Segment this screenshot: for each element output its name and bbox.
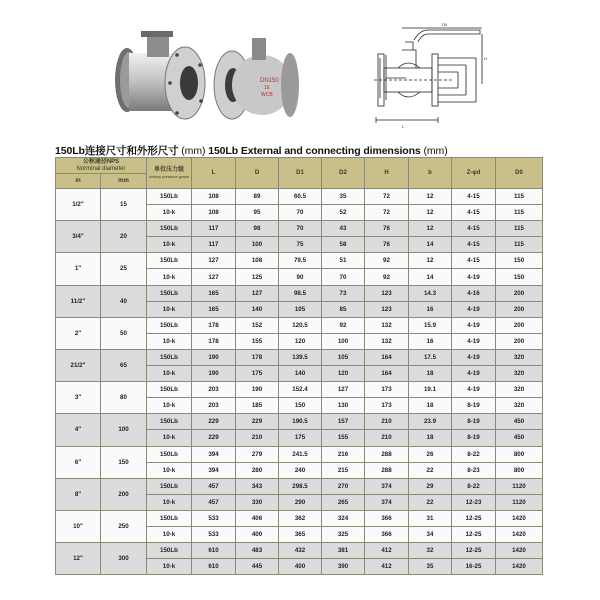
cell-l: 229 bbox=[192, 430, 236, 446]
col-header-L: L bbox=[192, 158, 236, 189]
cell-size-mm: 150 bbox=[101, 446, 147, 478]
cell-d: 108 bbox=[236, 253, 279, 269]
cell-grade: 150Lb bbox=[147, 478, 192, 494]
cell-b: 35 bbox=[409, 559, 452, 575]
cell-b: 12 bbox=[409, 253, 452, 269]
cell-d0: 115 bbox=[496, 237, 543, 253]
cell-z: 8-19 bbox=[452, 414, 496, 430]
cell-d1: 400 bbox=[279, 559, 322, 575]
cell-b: 19.1 bbox=[409, 382, 452, 398]
cell-size-in: 2" bbox=[56, 317, 101, 349]
cell-b: 12 bbox=[409, 189, 452, 205]
cell-d2: 58 bbox=[322, 237, 365, 253]
cell-d: 95 bbox=[236, 205, 279, 221]
cell-d1: 365 bbox=[279, 526, 322, 542]
cell-d2: 324 bbox=[322, 510, 365, 526]
cell-d1: 79.5 bbox=[279, 253, 322, 269]
title-unit: (mm) bbox=[181, 145, 206, 157]
cell-l: 178 bbox=[192, 333, 236, 349]
cell-h: 374 bbox=[365, 494, 409, 510]
cell-size-in: 1" bbox=[56, 253, 101, 285]
cell-size-in: 3" bbox=[56, 382, 101, 414]
product-images bbox=[0, 0, 600, 145]
cell-grade: 150Lb bbox=[147, 253, 192, 269]
cell-z: 4-15 bbox=[452, 237, 496, 253]
cell-d2: 325 bbox=[322, 526, 365, 542]
cell-d0: 320 bbox=[496, 398, 543, 414]
table-row bbox=[56, 253, 543, 269]
cell-d0: 320 bbox=[496, 349, 543, 365]
cell-d2: 51 bbox=[322, 253, 365, 269]
cell-z: 4-19 bbox=[452, 382, 496, 398]
cell-d0: 200 bbox=[496, 285, 543, 301]
cell-h: 132 bbox=[365, 333, 409, 349]
cell-h: 288 bbox=[365, 446, 409, 462]
cell-size-mm: 20 bbox=[101, 221, 147, 253]
cell-z: 12-25 bbox=[452, 510, 496, 526]
cell-d0: 1120 bbox=[496, 494, 543, 510]
cell-d1: 120.5 bbox=[279, 317, 322, 333]
cell-h: 123 bbox=[365, 301, 409, 317]
cell-size-in: 3/4" bbox=[56, 221, 101, 253]
cell-d1: 432 bbox=[279, 543, 322, 559]
cell-d1: 175 bbox=[279, 430, 322, 446]
table-row bbox=[56, 382, 543, 398]
cell-l: 610 bbox=[192, 559, 236, 575]
cell-d1: 190.5 bbox=[279, 414, 322, 430]
cell-d1: 362 bbox=[279, 510, 322, 526]
cell-d2: 270 bbox=[322, 478, 365, 494]
table-row bbox=[56, 478, 543, 494]
cell-d0: 320 bbox=[496, 382, 543, 398]
cell-b: 16 bbox=[409, 301, 452, 317]
cell-size-in: 1/2" bbox=[56, 189, 101, 221]
cell-h: 374 bbox=[365, 478, 409, 494]
cell-d2: 105 bbox=[322, 349, 365, 365]
cell-h: 76 bbox=[365, 221, 409, 237]
cell-d1: 105 bbox=[279, 301, 322, 317]
cell-h: 164 bbox=[365, 349, 409, 365]
cell-d: 185 bbox=[236, 398, 279, 414]
table-row bbox=[56, 349, 543, 365]
cell-grade: 150Lb bbox=[147, 317, 192, 333]
cell-d: 483 bbox=[236, 543, 279, 559]
cell-d: 127 bbox=[236, 285, 279, 301]
ball-valve-photo-middle bbox=[212, 30, 302, 125]
cell-d1: 70 bbox=[279, 221, 322, 237]
cell-d2: 157 bbox=[322, 414, 365, 430]
valve-technical-drawing bbox=[372, 20, 512, 140]
cell-d: 100 bbox=[236, 237, 279, 253]
nominal-diameter-header: 公称通径NPS Norminal diameter bbox=[56, 158, 147, 174]
cell-size-mm: 25 bbox=[101, 253, 147, 285]
cell-l: 190 bbox=[192, 366, 236, 382]
cell-b: 12 bbox=[409, 205, 452, 221]
cell-h: 366 bbox=[365, 510, 409, 526]
cell-grade: 10-k bbox=[147, 237, 192, 253]
cell-d1: 60.5 bbox=[279, 189, 322, 205]
cell-grade: 10-k bbox=[147, 462, 192, 478]
table-row bbox=[56, 189, 543, 205]
cell-size-mm: 40 bbox=[101, 285, 147, 317]
cell-d: 125 bbox=[236, 269, 279, 285]
cell-h: 210 bbox=[365, 414, 409, 430]
cell-d0: 200 bbox=[496, 301, 543, 317]
cell-d2: 120 bbox=[322, 366, 365, 382]
title-english: 150Lb External and connecting dimensions bbox=[208, 145, 421, 157]
cell-d: 406 bbox=[236, 510, 279, 526]
cell-size-mm: 250 bbox=[101, 510, 147, 542]
cell-z: 8-23 bbox=[452, 462, 496, 478]
cell-d0: 450 bbox=[496, 414, 543, 430]
cell-l: 117 bbox=[192, 237, 236, 253]
cell-h: 72 bbox=[365, 189, 409, 205]
cell-size-mm: 15 bbox=[101, 189, 147, 221]
cell-h: 72 bbox=[365, 205, 409, 221]
cell-d: 445 bbox=[236, 559, 279, 575]
cell-d0: 200 bbox=[496, 333, 543, 349]
cell-z: 4-15 bbox=[452, 205, 496, 221]
table-body bbox=[56, 189, 543, 575]
cell-size-in: 4" bbox=[56, 414, 101, 446]
cell-b: 16 bbox=[409, 333, 452, 349]
cell-d0: 115 bbox=[496, 189, 543, 205]
cell-l: 127 bbox=[192, 253, 236, 269]
cell-z: 12-25 bbox=[452, 526, 496, 542]
cell-d1: 152.4 bbox=[279, 382, 322, 398]
cell-z: 4-15 bbox=[452, 221, 496, 237]
cell-b: 12 bbox=[409, 221, 452, 237]
cell-grade: 150Lb bbox=[147, 543, 192, 559]
cell-d2: 381 bbox=[322, 543, 365, 559]
cell-l: 457 bbox=[192, 478, 236, 494]
cell-z: 4-19 bbox=[452, 333, 496, 349]
cell-h: 164 bbox=[365, 366, 409, 382]
cell-d0: 115 bbox=[496, 205, 543, 221]
cell-grade: 150Lb bbox=[147, 349, 192, 365]
cell-h: 412 bbox=[365, 543, 409, 559]
cell-l: 203 bbox=[192, 382, 236, 398]
col-header-D1: D1 bbox=[279, 158, 322, 189]
cell-d1: 75 bbox=[279, 237, 322, 253]
cell-size-in: 6" bbox=[56, 446, 101, 478]
cell-d: 330 bbox=[236, 494, 279, 510]
cell-grade: 10-k bbox=[147, 366, 192, 382]
page-title bbox=[55, 143, 448, 158]
cell-d: 155 bbox=[236, 333, 279, 349]
dimensions-table bbox=[55, 157, 543, 575]
cell-size-mm: 300 bbox=[101, 543, 147, 575]
cell-h: 210 bbox=[365, 430, 409, 446]
cell-b: 17.5 bbox=[409, 349, 452, 365]
cell-z: 12-23 bbox=[452, 494, 496, 510]
table-row bbox=[56, 414, 543, 430]
cell-size-mm: 100 bbox=[101, 414, 147, 446]
cell-grade: 150Lb bbox=[147, 510, 192, 526]
table-row bbox=[56, 221, 543, 237]
cell-b: 34 bbox=[409, 526, 452, 542]
cell-l: 108 bbox=[192, 205, 236, 221]
table-row bbox=[56, 510, 543, 526]
cell-d0: 1420 bbox=[496, 510, 543, 526]
title-en-unit: (mm) bbox=[423, 145, 448, 157]
cell-z: 12-25 bbox=[452, 543, 496, 559]
cell-d0: 150 bbox=[496, 253, 543, 269]
table-row bbox=[56, 446, 543, 462]
cell-d1: 120 bbox=[279, 333, 322, 349]
cell-h: 132 bbox=[365, 317, 409, 333]
cell-d2: 390 bbox=[322, 559, 365, 575]
cell-d2: 216 bbox=[322, 446, 365, 462]
cell-grade: 150Lb bbox=[147, 189, 192, 205]
cell-d0: 800 bbox=[496, 446, 543, 462]
cell-size-in: 10" bbox=[56, 510, 101, 542]
cell-grade: 150Lb bbox=[147, 414, 192, 430]
cell-d1: 98.5 bbox=[279, 285, 322, 301]
cell-d: 279 bbox=[236, 446, 279, 462]
cell-size-mm: 65 bbox=[101, 349, 147, 381]
cell-d1: 140 bbox=[279, 366, 322, 382]
cell-grade: 150Lb bbox=[147, 285, 192, 301]
table-row bbox=[56, 285, 543, 301]
cell-b: 14 bbox=[409, 237, 452, 253]
cell-l: 117 bbox=[192, 221, 236, 237]
col-header-Z: Z-φd bbox=[452, 158, 496, 189]
cell-z: 4-15 bbox=[452, 189, 496, 205]
cell-d: 140 bbox=[236, 301, 279, 317]
cell-z: 4-19 bbox=[452, 366, 496, 382]
cell-d2: 35 bbox=[322, 189, 365, 205]
cell-l: 108 bbox=[192, 189, 236, 205]
pressure-grade-header: 单位压力级 unitary pressure grade bbox=[147, 158, 192, 189]
cell-h: 412 bbox=[365, 559, 409, 575]
cell-l: 394 bbox=[192, 462, 236, 478]
cell-grade: 150Lb bbox=[147, 382, 192, 398]
cell-grade: 10-k bbox=[147, 398, 192, 414]
cell-h: 173 bbox=[365, 382, 409, 398]
cell-d1: 70 bbox=[279, 205, 322, 221]
col-header-mm: mm bbox=[101, 174, 147, 189]
cell-l: 533 bbox=[192, 526, 236, 542]
cell-b: 29 bbox=[409, 478, 452, 494]
cell-d: 152 bbox=[236, 317, 279, 333]
cell-b: 22 bbox=[409, 462, 452, 478]
cell-d: 175 bbox=[236, 366, 279, 382]
cell-z: 4-15 bbox=[452, 253, 496, 269]
cell-grade: 10-k bbox=[147, 301, 192, 317]
cell-d0: 115 bbox=[496, 221, 543, 237]
cell-h: 76 bbox=[365, 237, 409, 253]
table-row bbox=[56, 543, 543, 559]
cell-grade: 10-k bbox=[147, 559, 192, 575]
cell-d2: 52 bbox=[322, 205, 365, 221]
cell-b: 32 bbox=[409, 543, 452, 559]
ball-valve-photo-left bbox=[105, 25, 215, 125]
cell-z: 4-19 bbox=[452, 301, 496, 317]
cell-d0: 1420 bbox=[496, 526, 543, 542]
cell-l: 610 bbox=[192, 543, 236, 559]
cell-grade: 10-k bbox=[147, 269, 192, 285]
cell-size-in: 21/2" bbox=[56, 349, 101, 381]
cell-d2: 92 bbox=[322, 317, 365, 333]
cell-d: 89 bbox=[236, 189, 279, 205]
cell-d0: 450 bbox=[496, 430, 543, 446]
cell-l: 165 bbox=[192, 301, 236, 317]
cell-b: 18 bbox=[409, 366, 452, 382]
title-chinese: 150Lb连接尺寸和外形尺寸 bbox=[55, 145, 179, 157]
col-header-D: D bbox=[236, 158, 279, 189]
cell-size-mm: 200 bbox=[101, 478, 147, 510]
cell-z: 8-22 bbox=[452, 446, 496, 462]
valve-marking: DN150 bbox=[260, 78, 279, 84]
cell-grade: 10-k bbox=[147, 205, 192, 221]
cell-z: 8-19 bbox=[452, 430, 496, 446]
cell-b: 14 bbox=[409, 269, 452, 285]
cell-z: 8-19 bbox=[452, 398, 496, 414]
cell-z: 4-16 bbox=[452, 285, 496, 301]
cell-l: 165 bbox=[192, 285, 236, 301]
col-header-H: H bbox=[365, 158, 409, 189]
col-header-D2: D2 bbox=[322, 158, 365, 189]
cell-size-in: 11/2" bbox=[56, 285, 101, 317]
cell-d2: 70 bbox=[322, 269, 365, 285]
cell-d: 190 bbox=[236, 382, 279, 398]
cell-d1: 150 bbox=[279, 398, 322, 414]
cell-d0: 1120 bbox=[496, 478, 543, 494]
cell-d: 98 bbox=[236, 221, 279, 237]
cell-l: 190 bbox=[192, 349, 236, 365]
cell-b: 18 bbox=[409, 430, 452, 446]
cell-d: 400 bbox=[236, 526, 279, 542]
cell-d0: 1420 bbox=[496, 543, 543, 559]
cell-h: 123 bbox=[365, 285, 409, 301]
cell-d2: 73 bbox=[322, 285, 365, 301]
cell-z: 16-25 bbox=[452, 559, 496, 575]
cell-d1: 298.5 bbox=[279, 478, 322, 494]
cell-d0: 320 bbox=[496, 366, 543, 382]
cell-grade: 10-k bbox=[147, 333, 192, 349]
svg-text:D0: D0 bbox=[442, 22, 448, 27]
col-header-D0: D0 bbox=[496, 158, 543, 189]
cell-h: 92 bbox=[365, 269, 409, 285]
col-header-in: in bbox=[56, 174, 101, 189]
cell-l: 178 bbox=[192, 317, 236, 333]
cell-d0: 800 bbox=[496, 462, 543, 478]
table-row bbox=[56, 317, 543, 333]
cell-d2: 85 bbox=[322, 301, 365, 317]
cell-d2: 127 bbox=[322, 382, 365, 398]
cell-size-in: 12" bbox=[56, 543, 101, 575]
cell-grade: 150Lb bbox=[147, 446, 192, 462]
cell-size-mm: 50 bbox=[101, 317, 147, 349]
cell-z: 4-19 bbox=[452, 317, 496, 333]
cell-d2: 43 bbox=[322, 221, 365, 237]
cell-b: 31 bbox=[409, 510, 452, 526]
cell-d2: 215 bbox=[322, 462, 365, 478]
cell-d1: 139.5 bbox=[279, 349, 322, 365]
cell-grade: 10-k bbox=[147, 494, 192, 510]
cell-d2: 265 bbox=[322, 494, 365, 510]
cell-d1: 241.5 bbox=[279, 446, 322, 462]
cell-d: 210 bbox=[236, 430, 279, 446]
cell-l: 127 bbox=[192, 269, 236, 285]
cell-l: 203 bbox=[192, 398, 236, 414]
cell-d0: 1420 bbox=[496, 559, 543, 575]
cell-h: 288 bbox=[365, 462, 409, 478]
cell-h: 366 bbox=[365, 526, 409, 542]
cell-grade: 150Lb bbox=[147, 221, 192, 237]
cell-h: 173 bbox=[365, 398, 409, 414]
cell-b: 23.9 bbox=[409, 414, 452, 430]
cell-l: 533 bbox=[192, 510, 236, 526]
cell-d1: 290 bbox=[279, 494, 322, 510]
cell-b: 26 bbox=[409, 446, 452, 462]
cell-d0: 150 bbox=[496, 269, 543, 285]
cell-z: 8-22 bbox=[452, 478, 496, 494]
cell-d: 229 bbox=[236, 414, 279, 430]
cell-d: 178 bbox=[236, 349, 279, 365]
cell-z: 4-19 bbox=[452, 349, 496, 365]
cell-d1: 90 bbox=[279, 269, 322, 285]
svg-text:H: H bbox=[484, 56, 487, 61]
svg-text:L: L bbox=[402, 124, 405, 129]
cell-d: 343 bbox=[236, 478, 279, 494]
cell-b: 18 bbox=[409, 398, 452, 414]
cell-l: 394 bbox=[192, 446, 236, 462]
cell-d: 280 bbox=[236, 462, 279, 478]
cell-z: 4-19 bbox=[452, 269, 496, 285]
cell-l: 229 bbox=[192, 414, 236, 430]
cell-h: 92 bbox=[365, 253, 409, 269]
cell-grade: 10-k bbox=[147, 526, 192, 542]
cell-d1: 240 bbox=[279, 462, 322, 478]
cell-b: 15.9 bbox=[409, 317, 452, 333]
cell-size-mm: 80 bbox=[101, 382, 147, 414]
cell-l: 457 bbox=[192, 494, 236, 510]
cell-b: 22 bbox=[409, 494, 452, 510]
cell-d0: 200 bbox=[496, 317, 543, 333]
svg-text:16: 16 bbox=[264, 85, 270, 91]
col-header-b: b bbox=[409, 158, 452, 189]
cell-d2: 100 bbox=[322, 333, 365, 349]
cell-b: 14.3 bbox=[409, 285, 452, 301]
cell-d2: 130 bbox=[322, 398, 365, 414]
svg-text:WCB: WCB bbox=[261, 92, 273, 98]
cell-size-in: 8" bbox=[56, 478, 101, 510]
cell-d2: 155 bbox=[322, 430, 365, 446]
cell-grade: 10-k bbox=[147, 430, 192, 446]
